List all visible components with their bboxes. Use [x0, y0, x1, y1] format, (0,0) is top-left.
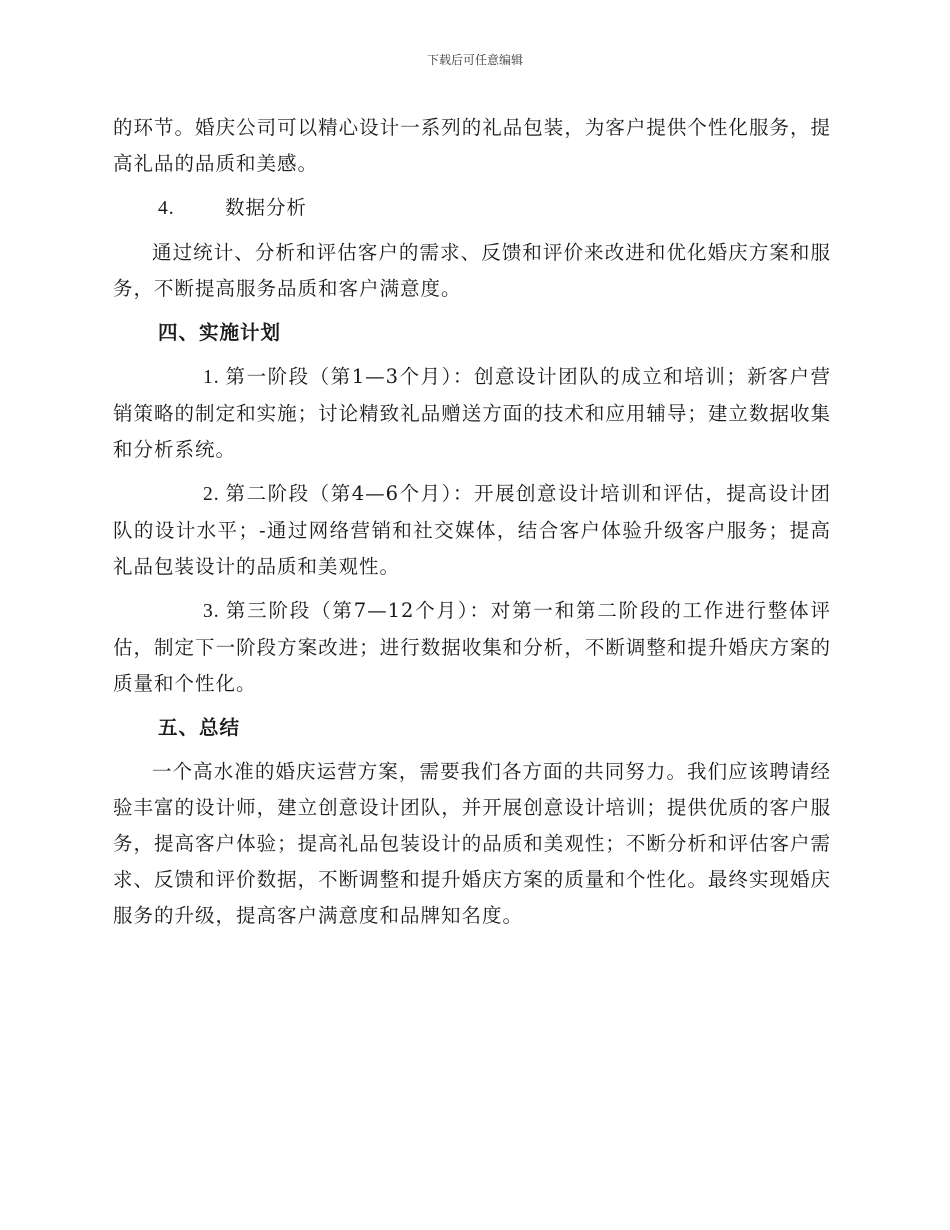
paragraph-data-analysis: 通过统计、分析和评估客户的需求、反馈和评价来改进和优化婚庆方案和服务，不断提高服务品质和客户满意度。	[113, 241, 831, 300]
plan-text: 第二阶段（第4—6个月）：开展创意设计培训和评估，提高设计团队的设计水平；-通过网络营销和社交媒体，结合客户体验升级客户服务；提高礼品包装设计的品质和美观性。	[113, 482, 831, 578]
item-number: 4.	[158, 198, 175, 219]
page-header: 下载后可任意编辑	[426, 53, 523, 67]
section-heading-implementation: 四、实施计划	[158, 321, 282, 344]
plan-item-2	[113, 476, 831, 585]
item-heading-data-analysis	[113, 190, 831, 227]
paragraph-summary: 一个高水准的婚庆运营方案，需要我们各方面的共同努力。我们应该聘请经验丰富的设计师，建立创意设计团队，并开展创意设计培训；提供优质的客户服务，提高客户体验；提高礼品包装设计的品质和美观性；不断分析和评估客户需求、反馈和评价数据，不断调整和提升婚庆方案的质量和个性化。最终实现婚庆服务的升级，提高客户满意度和品牌知名度。	[113, 760, 831, 927]
plan-item-3	[113, 593, 831, 702]
plan-text: 第一阶段（第1—3个月）：创意设计团队的成立和培训；新客户营销策略的制定和实施；讨论精致礼品赠送方面的技术和应用辅导；建立数据收集和分析系统。	[113, 365, 831, 461]
section-heading-summary: 五、总结	[158, 716, 241, 739]
plan-item-1	[113, 359, 831, 468]
plan-number: 3.	[203, 601, 220, 622]
paragraph-intro: 的环节。婚庆公司可以精心设计一系列的礼品包装，为客户提供个性化服务，提高礼品的品质和美感。	[113, 116, 831, 175]
document-body	[113, 110, 831, 942]
plan-number: 1.	[203, 367, 220, 388]
plan-number: 2.	[203, 484, 220, 505]
item-title: 数据分析	[225, 196, 308, 219]
plan-text: 第三阶段（第7—12个月）：对第一和第二阶段的工作进行整体评估，制定下一阶段方案改进；进行数据收集和分析，不断调整和提升婚庆方案的质量和个性化。	[113, 599, 831, 695]
